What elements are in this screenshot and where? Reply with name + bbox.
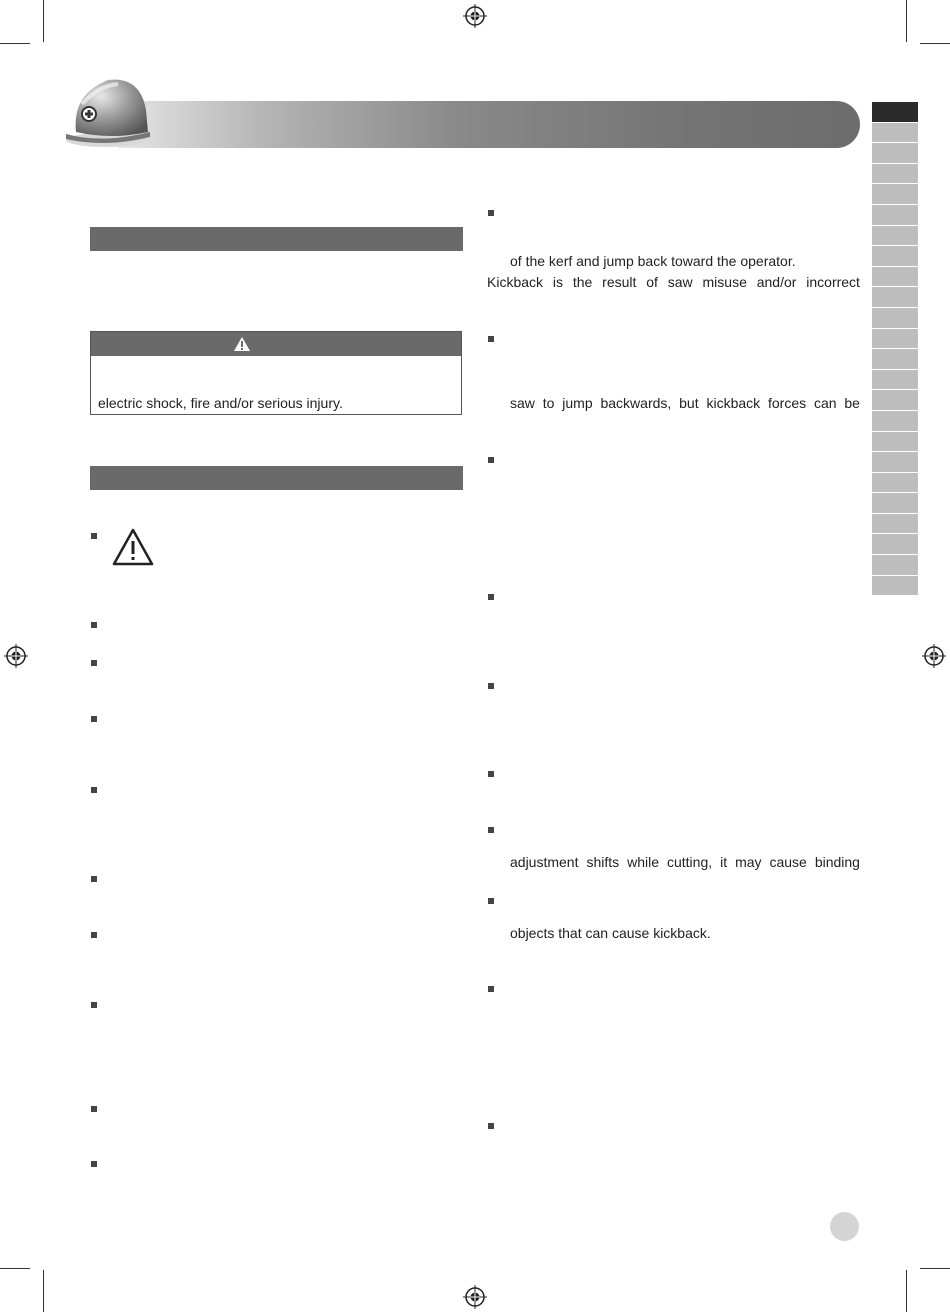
bullet bbox=[91, 876, 97, 882]
word: result bbox=[602, 274, 637, 290]
tab[interactable] bbox=[872, 370, 918, 390]
crop-mark bbox=[0, 1268, 30, 1269]
registration-mark-icon bbox=[4, 644, 28, 668]
tab[interactable] bbox=[872, 184, 918, 204]
word: incorrect bbox=[806, 274, 860, 290]
registration-mark-icon bbox=[463, 1285, 487, 1309]
tab[interactable] bbox=[872, 226, 918, 246]
tab[interactable] bbox=[872, 329, 918, 349]
word: while bbox=[627, 854, 660, 870]
word: misuse bbox=[702, 274, 747, 290]
tab[interactable] bbox=[872, 267, 918, 287]
body-text-line: objects that can cause kickback. bbox=[510, 925, 711, 941]
tab[interactable] bbox=[872, 452, 918, 472]
crop-mark bbox=[43, 0, 44, 42]
tab[interactable] bbox=[872, 349, 918, 369]
section-header-bar bbox=[90, 466, 463, 490]
tab[interactable] bbox=[872, 308, 918, 328]
warning-box-header bbox=[91, 332, 461, 356]
warning-box bbox=[90, 331, 462, 415]
word: saw bbox=[667, 274, 693, 290]
tab[interactable] bbox=[872, 287, 918, 307]
word: cutting, bbox=[666, 854, 713, 870]
tab[interactable] bbox=[872, 205, 918, 225]
crop-mark bbox=[920, 1268, 950, 1269]
bullet bbox=[488, 336, 494, 342]
word: of bbox=[646, 274, 658, 290]
crop-mark bbox=[43, 1270, 44, 1312]
word: jump bbox=[562, 395, 593, 411]
bullet bbox=[91, 533, 97, 539]
warning-box-text: electric shock, fire and/or serious injury. bbox=[98, 395, 343, 411]
bullet bbox=[488, 594, 494, 600]
header-banner bbox=[118, 101, 860, 148]
word: the bbox=[572, 274, 593, 290]
word: to bbox=[542, 395, 555, 411]
section-header-bar bbox=[90, 227, 463, 251]
word: shifts bbox=[586, 854, 620, 870]
tab[interactable] bbox=[872, 576, 918, 596]
tab[interactable] bbox=[872, 555, 918, 575]
tab[interactable] bbox=[872, 143, 918, 163]
crop-mark bbox=[920, 43, 950, 44]
word: adjustment bbox=[510, 854, 579, 870]
bullet bbox=[488, 210, 494, 216]
body-text-line: of the kerf and jump back toward the operator. bbox=[510, 253, 796, 269]
crop-mark bbox=[0, 43, 30, 44]
tab[interactable] bbox=[872, 123, 918, 143]
registration-mark-icon bbox=[922, 644, 946, 668]
bullet bbox=[91, 787, 97, 793]
bullet bbox=[488, 457, 494, 463]
word: Kickback bbox=[487, 274, 544, 290]
tab[interactable] bbox=[872, 514, 918, 534]
tab[interactable] bbox=[872, 411, 918, 431]
word: but bbox=[679, 395, 699, 411]
bullet bbox=[91, 622, 97, 628]
word: saw bbox=[510, 395, 535, 411]
bullet bbox=[91, 716, 97, 722]
warning-triangle-icon bbox=[112, 528, 154, 566]
word: and/or bbox=[756, 274, 797, 290]
body-text-line-justified bbox=[510, 854, 860, 870]
tab[interactable] bbox=[872, 164, 918, 184]
tab[interactable] bbox=[872, 473, 918, 493]
bullet bbox=[488, 683, 494, 689]
word: it bbox=[720, 854, 728, 870]
word: binding bbox=[814, 854, 860, 870]
bullet bbox=[488, 1123, 494, 1129]
language-tabs bbox=[872, 102, 918, 596]
bullet bbox=[488, 771, 494, 777]
word: be bbox=[844, 395, 860, 411]
word: is bbox=[552, 274, 563, 290]
bullet bbox=[91, 1161, 97, 1167]
bullet bbox=[488, 898, 494, 904]
bullet bbox=[488, 827, 494, 833]
page-number-badge bbox=[830, 1212, 859, 1241]
tab[interactable] bbox=[872, 534, 918, 554]
crop-mark bbox=[906, 1270, 907, 1312]
body-text-line-justified bbox=[510, 395, 860, 411]
body-text-line-justified bbox=[487, 274, 860, 290]
word: cause bbox=[769, 854, 807, 870]
warning-triangle-icon bbox=[233, 336, 251, 352]
tab[interactable] bbox=[872, 432, 918, 452]
word: can bbox=[813, 395, 837, 411]
tab[interactable] bbox=[872, 390, 918, 410]
registration-mark-icon bbox=[463, 4, 487, 28]
word: backwards, bbox=[600, 395, 672, 411]
tab[interactable] bbox=[872, 246, 918, 266]
tab[interactable] bbox=[872, 493, 918, 513]
bullet bbox=[488, 986, 494, 992]
bullet bbox=[91, 1002, 97, 1008]
crop-mark bbox=[906, 0, 907, 42]
tab-active[interactable] bbox=[872, 102, 918, 122]
word: may bbox=[735, 854, 762, 870]
word: forces bbox=[767, 395, 807, 411]
bullet bbox=[91, 1106, 97, 1112]
safety-helmet-icon bbox=[62, 74, 154, 150]
bullet bbox=[91, 932, 97, 938]
bullet bbox=[91, 660, 97, 666]
word: kickback bbox=[706, 395, 761, 411]
